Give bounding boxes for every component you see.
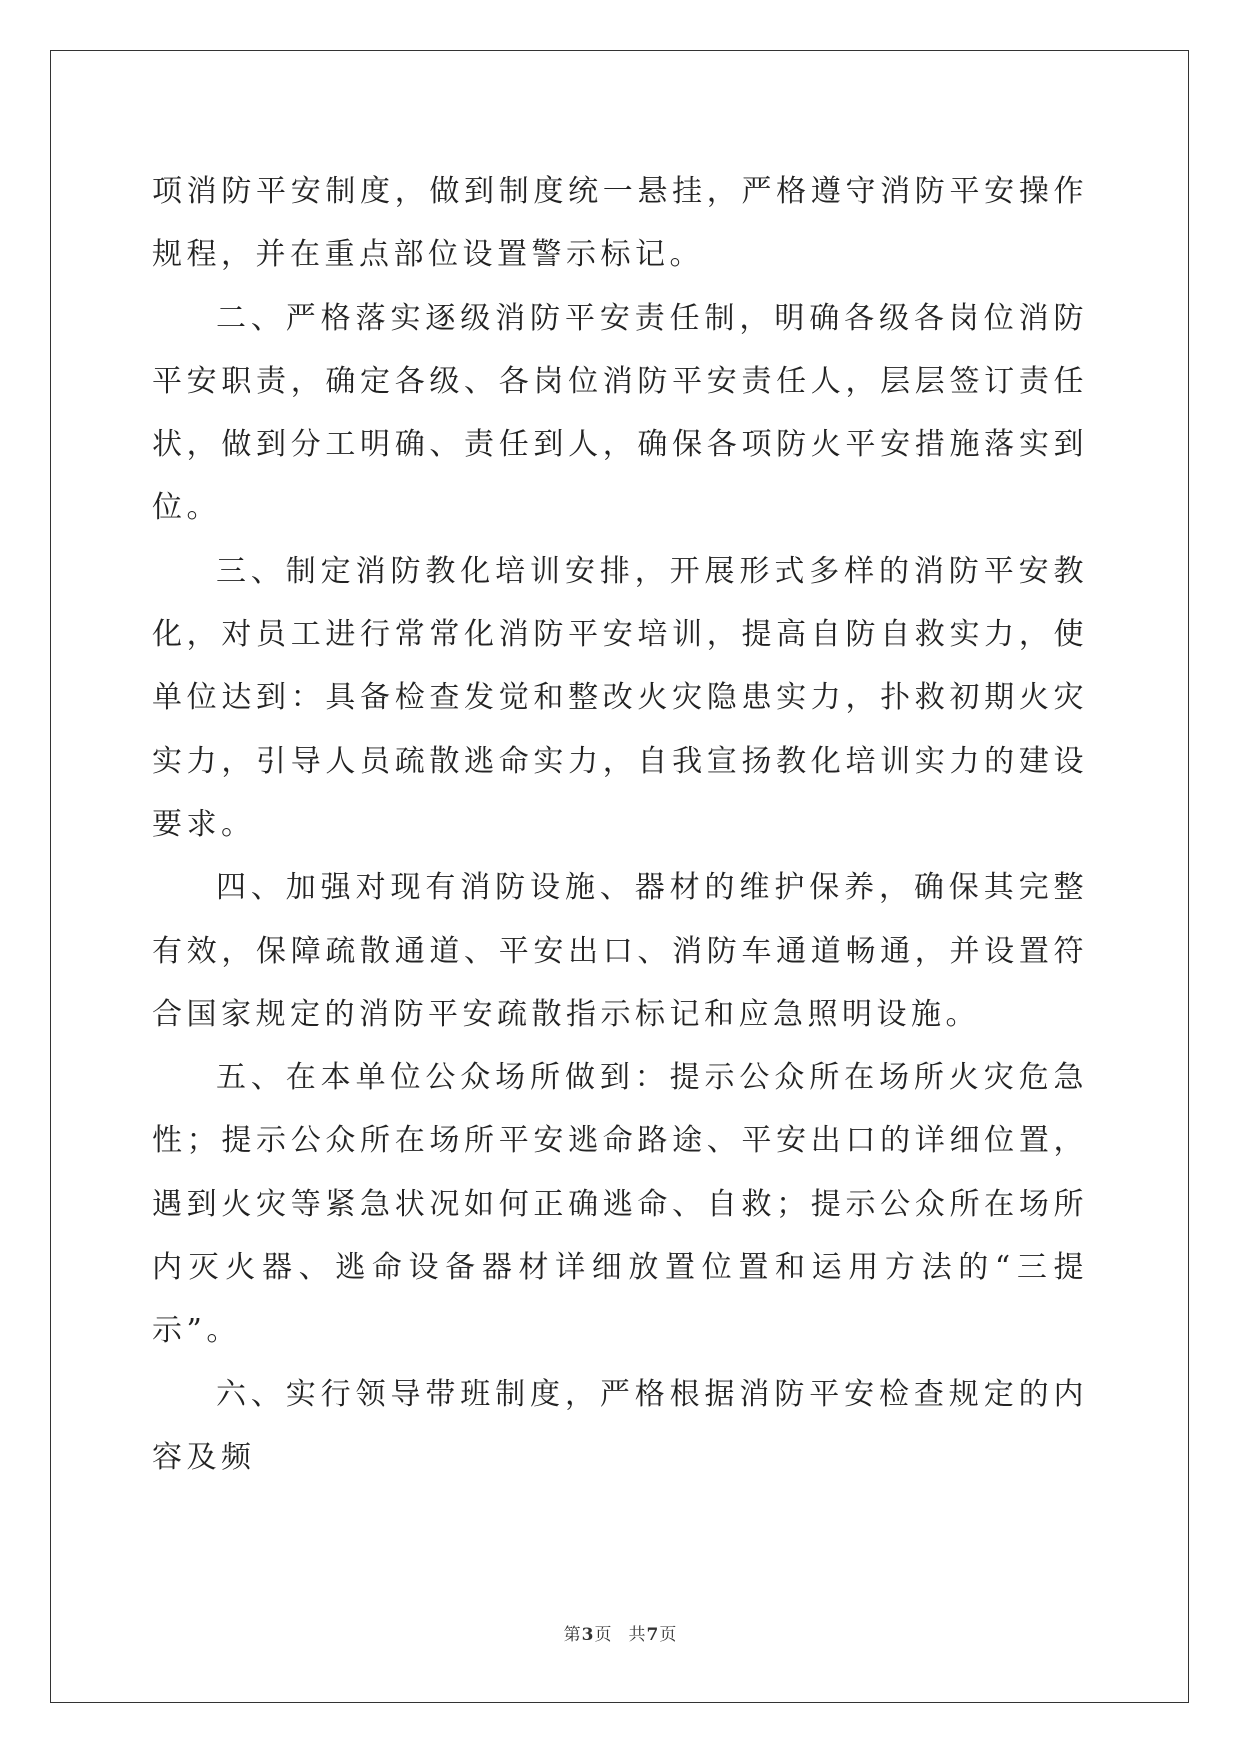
- page-footer: [0, 1623, 1241, 1647]
- page-prefix: 第: [563, 1625, 582, 1645]
- total-prefix: 共: [628, 1625, 647, 1645]
- paragraph-2: 二、严格落实逐级消防平安责任制，明确各级各岗位消防平安职责，确定各级、各岗位消防平安责任人，层层签订责任状，做到分工明确、责任到人，确保各项防火平安措施落实到位。: [152, 300, 1088, 526]
- total-page-number: 7: [646, 1625, 660, 1645]
- page-unit: 页: [594, 1625, 613, 1645]
- current-page-number: 3: [581, 1625, 595, 1645]
- paragraph-6: 六、实行领导带班制度，严格根据消防平安检查规定的内容及频: [152, 1376, 1088, 1475]
- paragraph-5: 五、在本单位公众场所做到：提示公众所在场所火灾危急性；提示公众所在场所平安逃命路途、平安出口的详细位置，遇到火灾等紧急状况如何正确逃命、自救；提示公众所在场所内灭火器、逃命设备器材详细放置位置和运用方法的“三提示”。: [152, 1060, 1088, 1349]
- document-body: [152, 160, 1088, 1489]
- paragraph-1: 项消防平安制度，做到制度统一悬挂，严格遵守消防平安操作规程，并在重点部位设置警示标记。: [152, 174, 1088, 273]
- paragraph-3: 三、制定消防教化培训安排，开展形式多样的消防平安教化，对员工进行常常化消防平安培训，提高自防自救实力，使单位达到：具备检查发觉和整改火灾隐患实力，扑救初期火灾实力，引导人员疏散逃命实力，自我宣扬教化培训实力的建设要求。: [152, 553, 1088, 842]
- paragraph-4: 四、加强对现有消防设施、器材的维护保养，确保其完整有效，保障疏散通道、平安出口、消防车通道畅通，并设置符合国家规定的消防平安疏散指示标记和应急照明设施。: [152, 870, 1088, 1032]
- total-unit: 页: [659, 1625, 678, 1645]
